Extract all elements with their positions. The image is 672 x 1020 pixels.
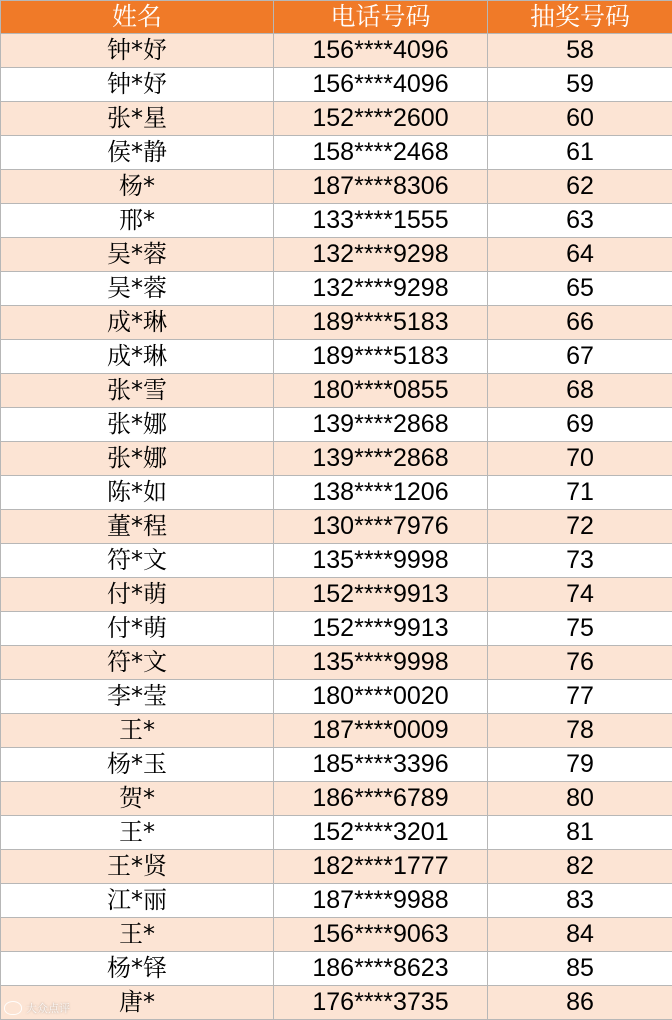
name-cell: 王* [1, 918, 274, 952]
phone-cell: 152****2600 [274, 102, 488, 136]
name-cell: 张*星 [1, 102, 274, 136]
name-cell: 董*程 [1, 510, 274, 544]
table-row [1, 238, 672, 272]
table-row [1, 986, 672, 1020]
header-name: 姓名 [1, 1, 274, 34]
table-body [1, 34, 672, 1020]
number-cell: 66 [488, 306, 672, 340]
header-row [1, 1, 672, 34]
phone-cell: 156****4096 [274, 68, 488, 102]
name-cell: 王* [1, 816, 274, 850]
number-cell: 62 [488, 170, 672, 204]
name-cell: 邢* [1, 204, 274, 238]
number-cell: 65 [488, 272, 672, 306]
table-row [1, 578, 672, 612]
phone-cell: 176****3735 [274, 986, 488, 1020]
phone-cell: 139****2868 [274, 408, 488, 442]
table-header [1, 1, 672, 34]
table-row [1, 544, 672, 578]
number-cell: 59 [488, 68, 672, 102]
phone-cell: 152****9913 [274, 578, 488, 612]
table-row [1, 816, 672, 850]
phone-cell: 180****0020 [274, 680, 488, 714]
name-cell: 吴*蓉 [1, 272, 274, 306]
phone-cell: 187****8306 [274, 170, 488, 204]
table-row [1, 748, 672, 782]
number-cell: 78 [488, 714, 672, 748]
name-cell: 符*文 [1, 646, 274, 680]
number-cell: 86 [488, 986, 672, 1020]
number-cell: 63 [488, 204, 672, 238]
number-cell: 73 [488, 544, 672, 578]
phone-cell: 189****5183 [274, 340, 488, 374]
name-cell: 陈*如 [1, 476, 274, 510]
phone-cell: 138****1206 [274, 476, 488, 510]
table-row [1, 612, 672, 646]
number-cell: 75 [488, 612, 672, 646]
name-cell: 张*雪 [1, 374, 274, 408]
table-row [1, 340, 672, 374]
name-cell: 付*萌 [1, 578, 274, 612]
phone-cell: 135****9998 [274, 646, 488, 680]
table-row [1, 646, 672, 680]
phone-cell: 180****0855 [274, 374, 488, 408]
name-cell: 张*娜 [1, 442, 274, 476]
number-cell: 68 [488, 374, 672, 408]
dianping-logo-icon [4, 1001, 22, 1015]
table-row [1, 918, 672, 952]
name-cell: 江*丽 [1, 884, 274, 918]
table-row [1, 510, 672, 544]
phone-cell: 139****2868 [274, 442, 488, 476]
number-cell: 67 [488, 340, 672, 374]
number-cell: 61 [488, 136, 672, 170]
table-row [1, 952, 672, 986]
table-row [1, 34, 672, 68]
watermark [4, 1000, 70, 1016]
phone-cell: 186****8623 [274, 952, 488, 986]
name-cell: 吴*蓉 [1, 238, 274, 272]
phone-cell: 152****3201 [274, 816, 488, 850]
number-cell: 72 [488, 510, 672, 544]
number-cell: 77 [488, 680, 672, 714]
phone-cell: 152****9913 [274, 612, 488, 646]
phone-cell: 187****0009 [274, 714, 488, 748]
phone-cell: 189****5183 [274, 306, 488, 340]
name-cell: 杨*铎 [1, 952, 274, 986]
phone-cell: 156****9063 [274, 918, 488, 952]
number-cell: 70 [488, 442, 672, 476]
phone-cell: 186****6789 [274, 782, 488, 816]
number-cell: 58 [488, 34, 672, 68]
phone-cell: 158****2468 [274, 136, 488, 170]
name-cell: 王*贤 [1, 850, 274, 884]
name-cell: 唐* [1, 986, 274, 1020]
number-cell: 64 [488, 238, 672, 272]
number-cell: 80 [488, 782, 672, 816]
table-row [1, 306, 672, 340]
table-row [1, 170, 672, 204]
phone-cell: 130****7976 [274, 510, 488, 544]
number-cell: 69 [488, 408, 672, 442]
number-cell: 74 [488, 578, 672, 612]
name-cell: 杨*玉 [1, 748, 274, 782]
watermark-text: 大众点评 [26, 1002, 70, 1015]
name-cell: 成*琳 [1, 306, 274, 340]
table-row [1, 782, 672, 816]
number-cell: 76 [488, 646, 672, 680]
name-cell: 贺* [1, 782, 274, 816]
name-cell: 成*琳 [1, 340, 274, 374]
number-cell: 79 [488, 748, 672, 782]
number-cell: 81 [488, 816, 672, 850]
table-row [1, 374, 672, 408]
table-row [1, 476, 672, 510]
number-cell: 71 [488, 476, 672, 510]
name-cell: 李*莹 [1, 680, 274, 714]
table-row [1, 136, 672, 170]
number-cell: 84 [488, 918, 672, 952]
number-cell: 60 [488, 102, 672, 136]
table-row [1, 272, 672, 306]
name-cell: 付*萌 [1, 612, 274, 646]
table-row [1, 884, 672, 918]
phone-cell: 132****9298 [274, 238, 488, 272]
table-row [1, 442, 672, 476]
name-cell: 符*文 [1, 544, 274, 578]
phone-cell: 133****1555 [274, 204, 488, 238]
phone-cell: 182****1777 [274, 850, 488, 884]
name-cell: 杨* [1, 170, 274, 204]
table-row [1, 204, 672, 238]
table-row [1, 850, 672, 884]
name-cell: 王* [1, 714, 274, 748]
number-cell: 85 [488, 952, 672, 986]
header-number: 抽奖号码 [488, 1, 672, 34]
number-cell: 83 [488, 884, 672, 918]
name-cell: 侯*静 [1, 136, 274, 170]
table-row [1, 102, 672, 136]
phone-cell: 187****9988 [274, 884, 488, 918]
table-row [1, 714, 672, 748]
table-row [1, 680, 672, 714]
phone-cell: 156****4096 [274, 34, 488, 68]
name-cell: 钟*妤 [1, 68, 274, 102]
phone-cell: 132****9298 [274, 272, 488, 306]
name-cell: 张*娜 [1, 408, 274, 442]
name-cell: 钟*妤 [1, 34, 274, 68]
number-cell: 82 [488, 850, 672, 884]
table-row [1, 68, 672, 102]
table-row [1, 408, 672, 442]
header-phone: 电话号码 [274, 1, 488, 34]
phone-cell: 185****3396 [274, 748, 488, 782]
phone-cell: 135****9998 [274, 544, 488, 578]
